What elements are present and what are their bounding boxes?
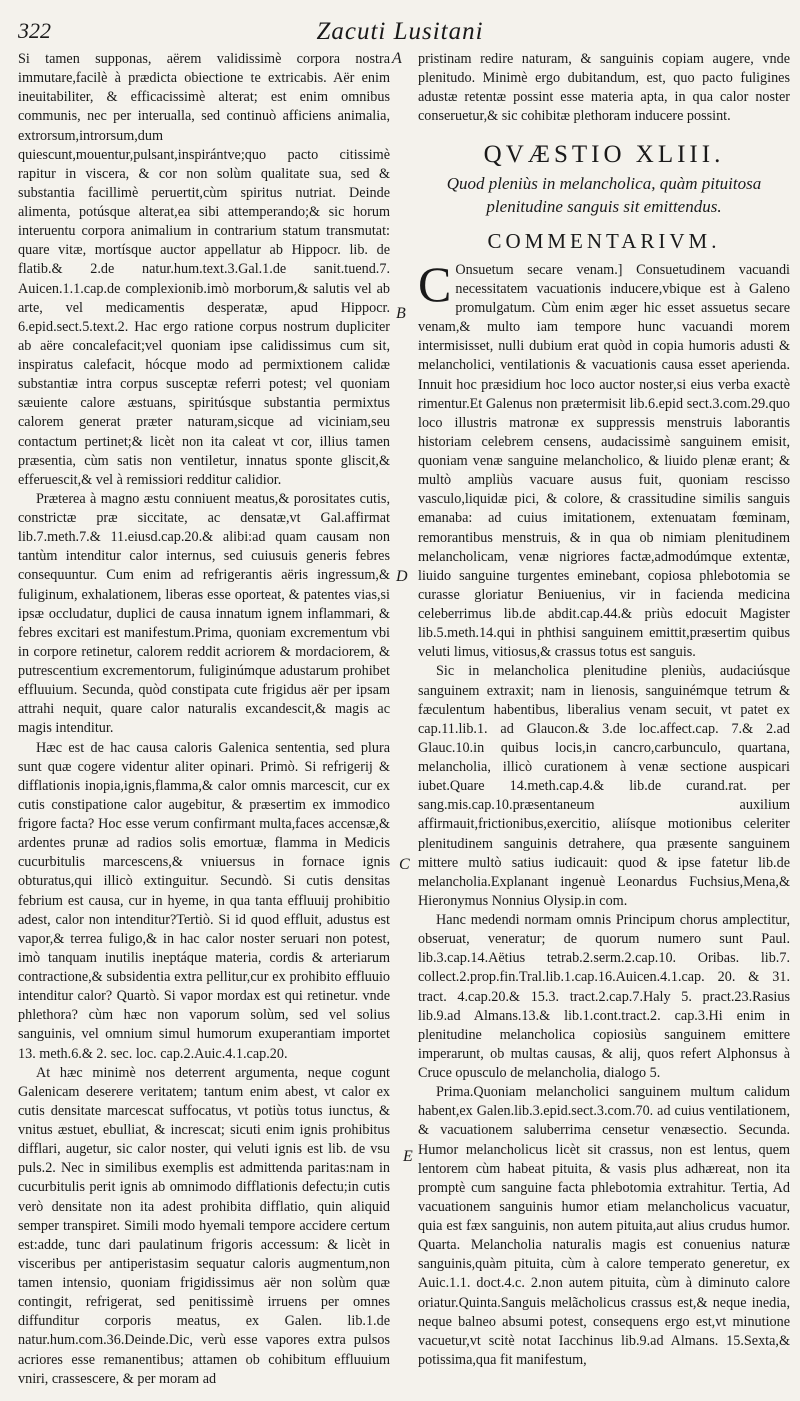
running-title: Zacuti Lusitani — [316, 18, 484, 45]
left-column — [18, 50, 390, 1387]
left-paragraph-2: Præterea à magno æstu conniuent meatus,& porositates cutis, constrictæ præ siccitate, ac densatæ,vt Gal.affirmat lib.7.meth.7.& 11.eiusd.cap.20.& alibi:ad quam causam non tantùm intenditur calor internus, sed cuiusuis generis febres consequuntur. Cum enim ad refrigerantis aëris ingressum,& fuliginum, exhalationem, liberas esse oporteat, & patentes vias,si ipsæ occludatur, duplici de causa innatum ignem inflammari, & febres excitari est manifestum.Prima, quoniam excrementum vbi in corpore retinetur, calorem reddit acriorem & mordaciorem, & putrescentium excrementorum, fuliginúmque adustarum prohibet effluuium. Secunda, quòd constipata cute frigidus aër per ipsam attrahi nequit, quare calor naturalis excandescit,& magis ac magis intenditur. — [18, 490, 390, 737]
commentary-paragraph-1-text: Onsuetum secare venam.] Consuetudinem vacuandi necessitatem vacuationis inducere,vbique est à Galeno promulgatum. Cùm enim æger hic esset assuetus secare venam,& multo iam tempore hunc vacuandi morem intermisisset, nulli dubium erat quòd in copia humoris adusti & melancholici, ventilationis & vacuationis causa esset aperienda. Innuit hoc præsidium hoc loco auctor noster,si eius verba exactè rimentur.Et Galenus non prætermisit lib.6.epid sect.3.com.29.quo loco illustris matronæ ex suppressis menstruis laborantis historiam celebrem censens, audacissimè sanguinem emisit, quoniam venæ sanguine melancholico, & liuido plenæ erant; & multò ampliùs vacuare ausus fuit, quoniam rescisso vasculo,liquidæ pici, & colore, & crassitudine similis sanguis emanaba: ad cuius imitationem, extenuatam fœminam, remorantibus menstruis, & in qua ob nimiam plenitudinem melancholicam, venæ nigriores factæ,admodúmque extentæ, liuido sanguine turgentes eminebant, copiosa phlebotomia se curasse gloriatur Beniuenius, vir in facienda medicina celeberrimus lib.de abdit.cap.44.& priùs edocuit Magister lib.5.meth.14.qui in phthisi sanguinem emittit,præsertim quibus veluti limus, vitiosus,& crassus totus est sanguis. — [418, 261, 790, 661]
left-paragraph-3: Hæc est de hac causa caloris Galenica sententia, sed plura sunt quæ cogere videntur aliter opinari. Primò. Si refrigerij & difflationis inopia,ignis,flamma,& calor omnis marcescit, cur ex cutis constipatione calor augebitur, & præsertim ex immodico frigore facta? Hoc esse verum confirmant multa,faces accensæ,& ardentes prunæ ad radios solis emortuæ, flamma in Medicis cucurbitulis marcescens,& vniuersus in fornace ignis obturatus,qui illicò extinguitur. Secundò. Si cutis densitas febrium est causa, cur in hyeme, in qua tanta effluuij prohibitio adest, calor non intenditur?Tertiò. Si id quod effluit, adustus est vapor,& terrea fuligo,& in hac calor noster seruari non potest, imò tanquam inutilis ineptáque materia, cordis & arteriarum contractione,& subsidentia extra pellitur,cur ex prohibito effluuio intenditur calor? Quartò. Si vapor mordax est qui retinetur. vnde phlethora? cùm hæc non vaporum solùm, sed vel solius sanguinis, vel omnium simul humorum exuperantiam importet 13. meth.6.& 2. sec. loc. cap.2.Auic.4.1.cap.20. — [18, 739, 390, 1062]
drop-cap: C — [418, 255, 452, 312]
commentary-paragraph-4: Prima.Quoniam melancholici sanguinem multum calidum habent,ex Galen.lib.3.epid.sect.3.com.70. ad cuius ventilationem, & vacuationem saluberrima censetur venæsectio. Secunda. Humor melancholicus licèt sit crassus, non est lentus, quem lentorem cùm habeat pituita, & vasis plus adhæreat, non ita promptè cum sanguine facta phlebotomia extrahitur. Tertia, Ad vacuationem sanguinis humor etiam melancholicus vacuatur, quia est fæx sanguinis, non autem pituita,aut alius crudus humor. Quarta. Melancholia naturalis magis est conuenius naturæ sanguinis,quàm pituita, cùm à calore temperato generetur, ex Auic.1.1. doct.4.c. 2.non autem pituita, cùm à diminuto calore oriatur.Quinta.Sanguis melãcholicus crassus est,& neque inedia, neque balneo absumi potest, consequens ergo est,vt minutione vacuetur,vt scitè notat Iacchinus lib.9.ad Almans. 15.Sexta,& potissima,qua fit manifestum, — [418, 1084, 790, 1368]
page-header — [14, 18, 786, 46]
left-paragraph-1: Si tamen supponas, aërem validissimè corpora nostra immutare,facilè à prædicta obiectione te extricabis. Aër enim ineuitabiliter, & efficacissimè alterat; est enim omnibus communis, nec per interualla, sed continuò afficiens animalia, extrorsum,introrsum,dum quiescunt,mouentur,pulsant,inspirántve;quo pacto citissimè rapitur in viscera, & cor non solùm qualitate sua, sed & substantia facillimè peruertit,cùm spiritus nutriat. Deinde alimenta, potúsque alterat,ea sibi attemperando;& sic horum interuentu corpora animalium in contrarium statum transmutat: quare vitæ, mortísque auctor appellatur ab Hippocr. lib. de flatib.& 2.de natur.hum.text.3.Gal.1.de sanit.tuend.7. Auicen.1.1.cap.de complexionib.imò morborum,& salutis vel ab arte, vel medicamentis desperatæ, apud Hippocr. 6.epid.sect.5.text.2. Hac ergo ratione corpus nostrum dupliciter ab aëre concalefacit;vel quoniam ipse calidissimus cum sit, inspiratus calefacit, hócque modo ad permixtionem calidæ substantiæ intra corpus susceptæ referri potest; vel quoniam sæuiente calore æstuans, spiritúsque substantia permixtus calorem generat præter naturam,sicque ad viciniam,seu contactum pertinet;& licèt non ita caleat vt cor, illius tamen præsentia, cùm satis non ventiletur, innatus sponte gliscit,& efferuescit,& vel à remissiori redditur calidior. — [18, 51, 390, 488]
margin-letter-c: C — [399, 856, 410, 873]
commentary-title: COMMENTARIVM. — [487, 228, 721, 253]
page-number: 322 — [18, 18, 51, 43]
commentary-paragraph-2: Sic in melancholica plenitudine pleniùs, audaciúsque sanguinem extraxit; nam in lienosis, sanguinémque tetrum & fæculentum habentibus, liberalius venam secuit, vt patet ex cap.11.lib.1. ad Glaucon.& 3.de loc.affect.cap. 7.& 2.ad Glauc.10.in quibus locis,in cancro,carbunculo, quartana, melancholia, illicò curationem à venæ sectione auspicari iubet.Quare 14.meth.cap.4.& lib.de curand.rat. per sang.mis.cap.10.præsentaneum auxilium affirmauit,frictionibus,exercitio, aliísque motionibus celeriter plenitudinem sanguinis detrahere, qua præsente sanguinem mittere multò satius iudicauit: quod & ipse fatetur lib.de melancholia.Explanant ingenuè Leonardus Fuchsius,Mena,& Hieronymus Nonnius Olysip.in com. — [418, 663, 790, 909]
left-paragraph-4: At hæc minimè nos deterrent argumenta, neque cogunt Galenicam deserere veritatem; tantum enim abest, vt calor ex cutis densitate marcescat suffocatus, vt potiùs totus iunctus, & vnitus æstuet, ebulliat, & increscat; sicuti enim ignis prohibitus difflari, augetur, sic calor noster, qui veluti ignis est lib. de vsu puls.2. Nec in similibus exemplis est admittenda paritas:nam in cucurbitulis perit ignis ab omnimodo difflationis defectu;in cutis verò densitate non ita adest prohibita difflatio, quin aliquid semper transpiret. Simili modo hyemali tempore accidere certum est:adde, tunc dari paulatinum frigoris accessum: & licèt in visceribus per antiperistasim sequatur caloris augmentum,non tamen intensio, quoniam frigidissimus aër non solùm quæ contingit, refrigerat, sed penitissimè irruens per omnes diffunditur corporis meatus, ex Galen. lib.1.de natur.hum.com.36.Deinde.Dic, verù esse vapores extra pulsos acriores esse remanentibus; attamen ob cohibitum effluuium vniri, crassescere, & per moram ad — [18, 1064, 390, 1387]
right-paragraph-continued: pristinam redire naturam, & sanguinis copiam augere, vnde plenitudo. Minimè ergo dubitandum, est, quo pacto fuligines adustæ retentæ possint esse materia apta, in qua calor noster conseruetur,& sic cohibitæ plethoram inducere possint. — [418, 51, 790, 125]
commentary-paragraph-1 — [418, 255, 790, 663]
question-title: QVÆSTIO XLIII. — [483, 140, 725, 168]
margin-letter-b: B — [396, 305, 406, 322]
commentary-paragraph-3: Hanc medendi normam omnis Principum chorus amplectitur, obseruat, veneratur; de quorum numero sunt Paul. lib.3.cap.14.Aëtius tetrab.2.serm.2.cap.10. Oribas. lib.7. collect.2.prop.fin.Tral.lib.1.cap.16.Auicen.4.1.cap. 20. & 31. tract. 4.cap.20.& 15.3. tract.2.cap.7.Haly 5. pract.23.Rasius lib.9.ad Almans.13.& lib.1.cont.tract.2. cap.3.Hi enim in plenitudine melancholica copiosiùs sanguinem emittere imperarunt, ob multas causas, & alij, quos refert Alphonsus à Cruce opusculo de melancholia, dialogo 5. — [418, 912, 790, 1081]
question-subtitle: Quod pleniùs in melancholica, quàm pituitosa plenitudine sanguis sit emittendus. — [446, 173, 762, 216]
right-column — [418, 50, 790, 1387]
margin-letter-e: E — [403, 1148, 413, 1165]
margin-letter-d: D — [396, 568, 408, 585]
margin-letter-a: A — [392, 50, 402, 67]
